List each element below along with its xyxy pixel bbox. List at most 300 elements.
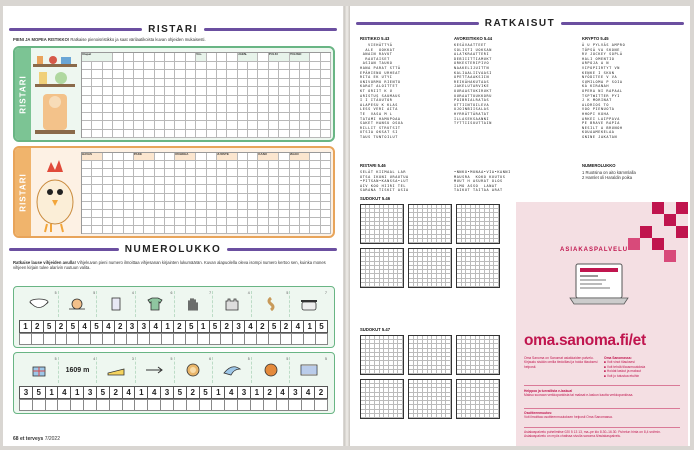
crossword-cell[interactable] — [196, 185, 206, 193]
crossword-cell[interactable] — [269, 79, 279, 88]
crossword-cell[interactable] — [279, 185, 289, 193]
crossword-cell[interactable] — [82, 161, 92, 169]
crossword-cell[interactable] — [165, 70, 175, 79]
crossword-cell[interactable] — [124, 104, 134, 113]
crossword-cell[interactable] — [134, 79, 144, 88]
crossword-cell[interactable] — [113, 87, 123, 96]
crossword-cell[interactable] — [134, 70, 144, 79]
crossword-cell[interactable] — [321, 153, 331, 161]
crossword-cell[interactable] — [186, 177, 196, 185]
crossword-cell[interactable] — [207, 62, 217, 71]
answer-cell[interactable] — [237, 399, 251, 411]
crossword-cell[interactable] — [113, 185, 123, 193]
crossword-cell[interactable] — [290, 202, 300, 210]
crossword-cell[interactable] — [196, 62, 206, 71]
crossword-cell[interactable] — [144, 177, 154, 185]
crossword-cell[interactable] — [175, 177, 185, 185]
answer-cell[interactable] — [83, 399, 97, 411]
crossword-cell[interactable] — [300, 62, 310, 71]
crossword-cell[interactable] — [290, 113, 300, 122]
crossword-cell[interactable] — [82, 62, 92, 71]
crossword-cell[interactable] — [248, 177, 258, 185]
crossword-cell[interactable] — [113, 194, 123, 202]
crossword-cell[interactable] — [144, 70, 154, 79]
crossword-cell[interactable] — [165, 202, 175, 210]
crossword-cell[interactable] — [186, 226, 196, 234]
crossword-cell[interactable] — [113, 161, 123, 169]
crossword-cell[interactable] — [165, 62, 175, 71]
crossword-cell[interactable] — [175, 70, 185, 79]
crossword-cell[interactable] — [82, 169, 92, 177]
crossword-cell[interactable] — [196, 194, 206, 202]
crossword-cell[interactable] — [82, 113, 92, 122]
crossword-cell[interactable] — [165, 79, 175, 88]
crossword-cell[interactable] — [186, 62, 196, 71]
crossword-cell[interactable] — [207, 169, 217, 177]
crossword-cell[interactable] — [290, 79, 300, 88]
crossword-cell[interactable] — [186, 96, 196, 105]
answer-letters-row[interactable] — [20, 399, 328, 411]
crossword-cell[interactable] — [321, 130, 331, 139]
crossword-cell[interactable] — [186, 169, 196, 177]
crossword-cell[interactable] — [258, 113, 268, 122]
crossword-cell[interactable] — [103, 87, 113, 96]
crossword-cell[interactable] — [300, 202, 310, 210]
crossword-cell[interactable] — [196, 210, 206, 218]
crossword-cell[interactable] — [175, 130, 185, 139]
crossword-cell[interactable] — [258, 130, 268, 139]
crossword-cell[interactable] — [92, 194, 102, 202]
crossword-cell[interactable] — [217, 226, 227, 234]
crossword-cell[interactable] — [207, 218, 217, 226]
crossword-cell[interactable] — [134, 169, 144, 177]
crossword-cell[interactable] — [165, 96, 175, 105]
crossword-cell[interactable] — [248, 194, 258, 202]
crossword-cell[interactable] — [124, 177, 134, 185]
crossword-cell[interactable] — [321, 70, 331, 79]
crossword-cell[interactable] — [238, 70, 248, 79]
crossword-cell[interactable] — [227, 70, 237, 79]
crossword-cell[interactable] — [155, 62, 165, 71]
crossword-cell[interactable] — [103, 130, 113, 139]
crossword-orange-grid[interactable] — [81, 152, 331, 234]
crossword-cell[interactable] — [186, 87, 196, 96]
crossword-cell[interactable] — [238, 62, 248, 71]
crossword-cell[interactable] — [144, 130, 154, 139]
crossword-cell[interactable] — [227, 226, 237, 234]
crossword-cell[interactable] — [165, 194, 175, 202]
crossword-cell[interactable] — [321, 161, 331, 169]
crossword-cell[interactable] — [258, 194, 268, 202]
crossword-cell[interactable] — [103, 70, 113, 79]
crossword-cell[interactable] — [124, 194, 134, 202]
crossword-cell[interactable] — [144, 62, 154, 71]
crossword-cell[interactable] — [186, 210, 196, 218]
crossword-cell[interactable] — [186, 79, 196, 88]
crossword-cell[interactable] — [124, 169, 134, 177]
crossword-cell[interactable] — [310, 96, 320, 105]
crossword-cell[interactable] — [321, 218, 331, 226]
crossword-cell[interactable] — [279, 210, 289, 218]
answer-cell[interactable] — [250, 399, 264, 411]
crossword-cell[interactable] — [248, 226, 258, 234]
crossword-cell[interactable] — [279, 121, 289, 130]
crossword-cell[interactable] — [144, 169, 154, 177]
crossword-cell[interactable] — [196, 121, 206, 130]
crossword-cell[interactable] — [279, 169, 289, 177]
crossword-cell[interactable] — [92, 104, 102, 113]
answer-cell[interactable] — [32, 399, 46, 411]
crossword-cell[interactable] — [279, 202, 289, 210]
crossword-cell[interactable] — [165, 218, 175, 226]
crossword-cell[interactable] — [134, 62, 144, 71]
crossword-cell[interactable] — [269, 62, 279, 71]
crossword-cell[interactable] — [113, 104, 123, 113]
crossword-cell[interactable] — [248, 113, 258, 122]
crossword-cell[interactable] — [144, 161, 154, 169]
crossword-cell[interactable] — [217, 96, 227, 105]
crossword-cell[interactable] — [82, 194, 92, 202]
crossword-cell[interactable] — [290, 161, 300, 169]
crossword-cell[interactable] — [144, 210, 154, 218]
crossword-cell[interactable] — [258, 104, 268, 113]
crossword-cell[interactable] — [290, 185, 300, 193]
crossword-cell[interactable] — [134, 113, 144, 122]
answer-cell[interactable] — [109, 399, 123, 411]
crossword-cell[interactable] — [196, 202, 206, 210]
crossword-cell[interactable] — [155, 185, 165, 193]
crossword-cell[interactable] — [279, 177, 289, 185]
crossword-cell[interactable] — [227, 169, 237, 177]
crossword-cell[interactable] — [103, 161, 113, 169]
answer-cell[interactable] — [45, 399, 59, 411]
crossword-cell[interactable] — [207, 113, 217, 122]
crossword-cell[interactable] — [175, 121, 185, 130]
crossword-cell[interactable] — [175, 210, 185, 218]
crossword-cell[interactable] — [196, 104, 206, 113]
crossword-cell[interactable] — [92, 210, 102, 218]
crossword-cell[interactable] — [207, 210, 217, 218]
crossword-cell[interactable] — [217, 79, 227, 88]
crossword-cell[interactable] — [227, 113, 237, 122]
crossword-cell[interactable] — [175, 104, 185, 113]
crossword-cell[interactable] — [290, 62, 300, 71]
crossword-cell[interactable] — [92, 96, 102, 105]
crossword-cell[interactable] — [196, 169, 206, 177]
crossword-cell[interactable] — [321, 104, 331, 113]
crossword-cell[interactable] — [144, 194, 154, 202]
crossword-cell[interactable] — [92, 79, 102, 88]
crossword-cell[interactable] — [155, 177, 165, 185]
crossword-cell[interactable] — [92, 70, 102, 79]
crossword-cell[interactable] — [279, 87, 289, 96]
crossword-cell[interactable] — [217, 185, 227, 193]
crossword-cell[interactable] — [321, 169, 331, 177]
crossword-cell[interactable] — [155, 218, 165, 226]
crossword-cell[interactable] — [290, 226, 300, 234]
answer-cell[interactable] — [199, 399, 213, 411]
crossword-cell[interactable] — [124, 226, 134, 234]
crossword-cell[interactable] — [175, 87, 185, 96]
crossword-cell[interactable] — [258, 177, 268, 185]
answer-cell[interactable] — [96, 399, 110, 411]
crossword-cell[interactable] — [196, 177, 206, 185]
crossword-cell[interactable] — [300, 169, 310, 177]
answer-cell[interactable] — [224, 399, 238, 411]
crossword-cell[interactable] — [238, 177, 248, 185]
crossword-cell[interactable] — [186, 218, 196, 226]
crossword-cell[interactable] — [165, 169, 175, 177]
crossword-cell[interactable] — [165, 130, 175, 139]
crossword-cell[interactable] — [196, 96, 206, 105]
answer-cell[interactable] — [122, 399, 136, 411]
crossword-cell[interactable] — [269, 130, 279, 139]
crossword-cell[interactable] — [269, 104, 279, 113]
crossword-cell[interactable] — [207, 104, 217, 113]
answer-cell[interactable] — [315, 333, 328, 345]
crossword-cell[interactable] — [321, 62, 331, 71]
crossword-cell[interactable] — [238, 161, 248, 169]
crossword-cell[interactable] — [92, 185, 102, 193]
crossword-cell[interactable] — [134, 177, 144, 185]
answer-cell[interactable] — [186, 399, 200, 411]
crossword-cell[interactable] — [290, 210, 300, 218]
crossword-cell[interactable] — [227, 130, 237, 139]
crossword-cell[interactable] — [155, 210, 165, 218]
crossword-cell[interactable] — [186, 161, 196, 169]
crossword-cell[interactable] — [217, 177, 227, 185]
crossword-cell[interactable] — [248, 185, 258, 193]
crossword-cell[interactable] — [321, 210, 331, 218]
crossword-cell[interactable] — [113, 202, 123, 210]
crossword-cell[interactable] — [290, 104, 300, 113]
crossword-cell[interactable] — [258, 87, 268, 96]
crossword-cell[interactable] — [310, 62, 320, 71]
crossword-cell[interactable] — [113, 121, 123, 130]
crossword-cell[interactable] — [155, 161, 165, 169]
crossword-cell[interactable] — [103, 169, 113, 177]
crossword-cell[interactable] — [227, 62, 237, 71]
crossword-cell[interactable] — [290, 194, 300, 202]
crossword-cell[interactable] — [269, 177, 279, 185]
answer-cell[interactable] — [57, 399, 71, 411]
crossword-cell[interactable] — [269, 96, 279, 105]
crossword-cell[interactable] — [258, 121, 268, 130]
crossword-cell[interactable] — [103, 62, 113, 71]
crossword-cell[interactable] — [103, 226, 113, 234]
crossword-cell[interactable] — [134, 185, 144, 193]
crossword-cell[interactable] — [103, 104, 113, 113]
crossword-cell[interactable] — [103, 177, 113, 185]
crossword-cell[interactable] — [227, 202, 237, 210]
crossword-cell[interactable] — [207, 194, 217, 202]
crossword-cell[interactable] — [269, 194, 279, 202]
crossword-cell[interactable] — [82, 96, 92, 105]
crossword-cell[interactable] — [92, 87, 102, 96]
crossword-cell[interactable] — [290, 87, 300, 96]
crossword-cell[interactable] — [124, 210, 134, 218]
crossword-cell[interactable] — [134, 202, 144, 210]
crossword-cell[interactable] — [155, 104, 165, 113]
crossword-cell[interactable] — [207, 226, 217, 234]
crossword-cell[interactable] — [310, 104, 320, 113]
crossword-cell[interactable] — [227, 161, 237, 169]
crossword-cell[interactable] — [175, 202, 185, 210]
crossword-cell[interactable] — [165, 121, 175, 130]
ad-url[interactable]: oma.sanoma.fi/et — [524, 332, 646, 349]
crossword-cell[interactable] — [227, 194, 237, 202]
crossword-cell[interactable] — [279, 226, 289, 234]
crossword-cell[interactable] — [207, 185, 217, 193]
crossword-cell[interactable] — [238, 218, 248, 226]
crossword-cell[interactable] — [258, 62, 268, 71]
crossword-cell[interactable] — [186, 130, 196, 139]
crossword-cell[interactable] — [92, 62, 102, 71]
crossword-cell[interactable] — [258, 70, 268, 79]
answer-cell[interactable] — [173, 399, 187, 411]
crossword-cell[interactable] — [238, 202, 248, 210]
crossword-cell[interactable] — [186, 70, 196, 79]
crossword-cell[interactable] — [217, 169, 227, 177]
crossword-cell[interactable] — [144, 202, 154, 210]
crossword-cell[interactable] — [310, 121, 320, 130]
crossword-cell[interactable] — [269, 210, 279, 218]
crossword-cell[interactable] — [124, 161, 134, 169]
crossword-cell[interactable] — [321, 194, 331, 202]
crossword-cell[interactable] — [227, 177, 237, 185]
crossword-cell[interactable] — [155, 96, 165, 105]
crossword-cell[interactable] — [113, 96, 123, 105]
crossword-cell[interactable] — [113, 70, 123, 79]
crossword-cell[interactable] — [207, 161, 217, 169]
crossword-cell[interactable] — [175, 161, 185, 169]
crossword-cell[interactable] — [82, 70, 92, 79]
crossword-cell[interactable] — [279, 218, 289, 226]
crossword-cell[interactable] — [124, 96, 134, 105]
crossword-cell[interactable] — [186, 202, 196, 210]
crossword-cell[interactable] — [227, 96, 237, 105]
crossword-cell[interactable] — [248, 121, 258, 130]
crossword-cell[interactable] — [207, 96, 217, 105]
crossword-cell[interactable] — [82, 130, 92, 139]
crossword-cell[interactable] — [248, 104, 258, 113]
crossword-cell[interactable] — [207, 177, 217, 185]
crossword-cell[interactable] — [238, 226, 248, 234]
crossword-cell[interactable] — [279, 104, 289, 113]
crossword-cell[interactable] — [227, 210, 237, 218]
crossword-cell[interactable] — [207, 79, 217, 88]
crossword-cell[interactable] — [207, 87, 217, 96]
answer-cell[interactable] — [301, 399, 315, 411]
crossword-cell[interactable] — [269, 169, 279, 177]
crossword-green-grid[interactable] — [81, 52, 331, 138]
crossword-cell[interactable] — [144, 96, 154, 105]
crossword-cell[interactable] — [300, 194, 310, 202]
crossword-cell[interactable] — [217, 218, 227, 226]
crossword-cell[interactable] — [279, 79, 289, 88]
answer-cell[interactable] — [147, 399, 161, 411]
crossword-cell[interactable] — [155, 121, 165, 130]
crossword-cell[interactable] — [310, 218, 320, 226]
crossword-cell[interactable] — [113, 210, 123, 218]
crossword-cell[interactable] — [134, 96, 144, 105]
crossword-cell[interactable] — [144, 226, 154, 234]
crossword-cell[interactable] — [103, 121, 113, 130]
crossword-cell[interactable] — [217, 62, 227, 71]
crossword-cell[interactable] — [269, 226, 279, 234]
crossword-cell[interactable] — [124, 218, 134, 226]
crossword-cell[interactable] — [258, 218, 268, 226]
crossword-cell[interactable] — [92, 226, 102, 234]
crossword-cell[interactable] — [290, 70, 300, 79]
crossword-cell[interactable] — [310, 161, 320, 169]
crossword-cell[interactable] — [92, 169, 102, 177]
crossword-cell[interactable] — [207, 130, 217, 139]
crossword-cell[interactable] — [300, 185, 310, 193]
crossword-cell[interactable] — [144, 185, 154, 193]
crossword-cell[interactable] — [175, 62, 185, 71]
answer-cell[interactable] — [263, 399, 277, 411]
crossword-cell[interactable] — [82, 185, 92, 193]
answer-cell[interactable] — [134, 399, 148, 411]
crossword-cell[interactable] — [134, 130, 144, 139]
crossword-cell[interactable] — [92, 130, 102, 139]
crossword-cell[interactable] — [269, 87, 279, 96]
crossword-cell[interactable] — [300, 161, 310, 169]
crossword-cell[interactable] — [217, 104, 227, 113]
crossword-cell[interactable] — [165, 87, 175, 96]
crossword-cell[interactable] — [269, 121, 279, 130]
crossword-cell[interactable] — [113, 130, 123, 139]
crossword-cell[interactable] — [175, 226, 185, 234]
crossword-cell[interactable] — [217, 70, 227, 79]
crossword-cell[interactable] — [290, 218, 300, 226]
crossword-cell[interactable] — [144, 79, 154, 88]
crossword-cell[interactable] — [279, 194, 289, 202]
crossword-cell[interactable] — [279, 161, 289, 169]
crossword-cell[interactable] — [113, 177, 123, 185]
crossword-cell[interactable] — [196, 161, 206, 169]
crossword-cell[interactable] — [134, 161, 144, 169]
crossword-cell[interactable] — [217, 130, 227, 139]
crossword-cell[interactable] — [82, 79, 92, 88]
crossword-cell[interactable] — [248, 96, 258, 105]
crossword-cell[interactable] — [279, 130, 289, 139]
crossword-cell[interactable] — [217, 210, 227, 218]
crossword-cell[interactable] — [227, 87, 237, 96]
answer-letters-row[interactable] — [20, 333, 328, 345]
crossword-cell[interactable] — [196, 113, 206, 122]
crossword-cell[interactable] — [248, 169, 258, 177]
crossword-cell[interactable] — [258, 185, 268, 193]
crossword-cell[interactable] — [321, 96, 331, 105]
crossword-cell[interactable] — [227, 121, 237, 130]
crossword-cell[interactable] — [82, 87, 92, 96]
crossword-cell[interactable] — [321, 87, 331, 96]
crossword-cell[interactable] — [103, 185, 113, 193]
crossword-cell[interactable] — [310, 169, 320, 177]
crossword-cell[interactable] — [279, 70, 289, 79]
crossword-cell[interactable] — [238, 169, 248, 177]
crossword-cell[interactable] — [258, 210, 268, 218]
crossword-cell[interactable] — [155, 202, 165, 210]
crossword-cell[interactable] — [92, 218, 102, 226]
crossword-cell[interactable] — [196, 70, 206, 79]
crossword-cell[interactable] — [238, 210, 248, 218]
crossword-cell[interactable] — [134, 121, 144, 130]
crossword-cell[interactable] — [175, 79, 185, 88]
crossword-cell[interactable] — [321, 113, 331, 122]
